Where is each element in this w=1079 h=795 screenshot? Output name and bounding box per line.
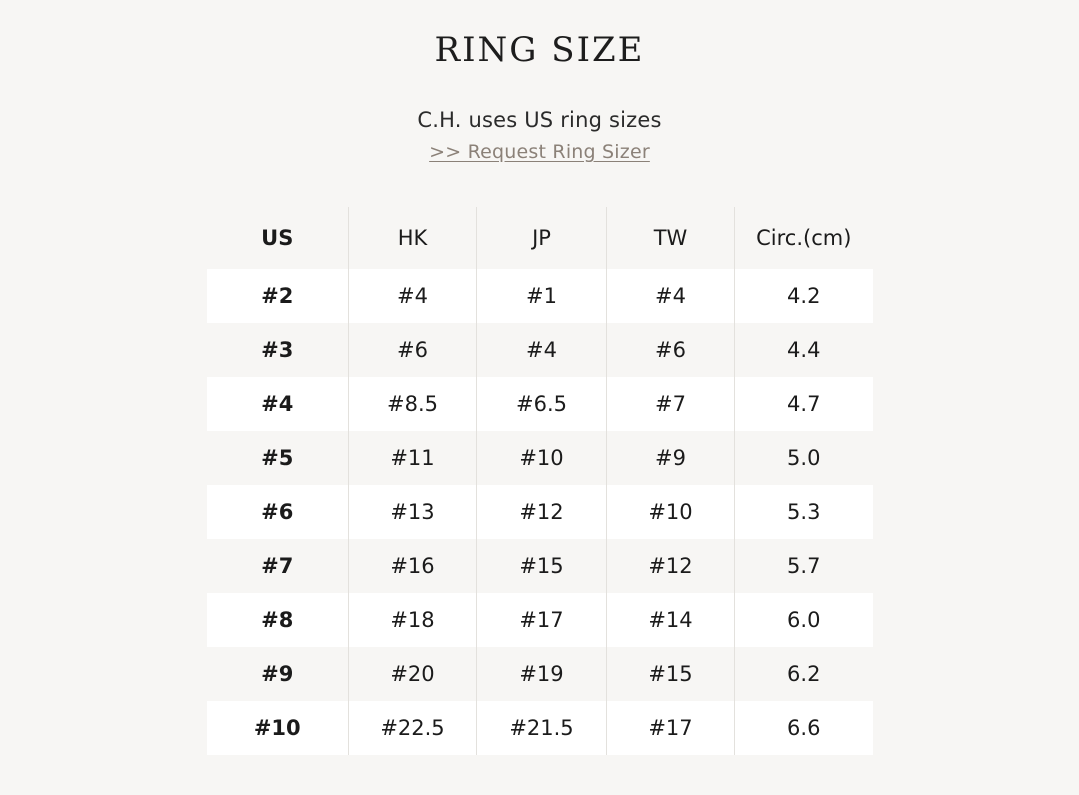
column-header-jp: JP bbox=[477, 207, 607, 269]
cell-circ: 5.0 bbox=[735, 431, 873, 485]
cell-tw: #10 bbox=[607, 485, 735, 539]
cell-jp: #6.5 bbox=[477, 377, 607, 431]
table-row bbox=[207, 539, 873, 593]
table-row bbox=[207, 431, 873, 485]
cell-us: #3 bbox=[261, 338, 294, 362]
cell-circ: 4.2 bbox=[735, 269, 873, 323]
column-header-us: US bbox=[261, 226, 294, 250]
cell-us: #4 bbox=[261, 392, 294, 416]
column-header-tw: TW bbox=[607, 207, 735, 269]
table-row bbox=[207, 485, 873, 539]
cell-circ: 6.6 bbox=[735, 701, 873, 755]
cell-jp: #21.5 bbox=[477, 701, 607, 755]
cell-hk: #20 bbox=[349, 647, 477, 701]
cell-hk: #4 bbox=[349, 269, 477, 323]
cell-us: #9 bbox=[261, 662, 294, 686]
request-link-container bbox=[0, 141, 1079, 163]
ring-size-table bbox=[207, 207, 873, 755]
cell-hk: #6 bbox=[349, 323, 477, 377]
cell-jp: #10 bbox=[477, 431, 607, 485]
table-head bbox=[207, 207, 873, 269]
table-row bbox=[207, 647, 873, 701]
table-header-row bbox=[207, 207, 873, 269]
cell-circ: 4.4 bbox=[735, 323, 873, 377]
request-ring-sizer-link[interactable]: >> Request Ring Sizer bbox=[429, 141, 650, 163]
cell-hk: #13 bbox=[349, 485, 477, 539]
cell-us: #7 bbox=[261, 554, 294, 578]
cell-tw: #12 bbox=[607, 539, 735, 593]
table-body bbox=[207, 269, 873, 755]
cell-jp: #12 bbox=[477, 485, 607, 539]
cell-circ: 4.7 bbox=[735, 377, 873, 431]
page-title: RING SIZE bbox=[434, 30, 645, 70]
cell-tw: #4 bbox=[607, 269, 735, 323]
cell-us: #5 bbox=[261, 446, 294, 470]
table-row bbox=[207, 269, 873, 323]
table-row bbox=[207, 323, 873, 377]
cell-us: #10 bbox=[253, 716, 301, 740]
cell-jp: #17 bbox=[477, 593, 607, 647]
cell-circ: 6.2 bbox=[735, 647, 873, 701]
column-header-circ: Circ.(cm) bbox=[735, 207, 873, 269]
cell-jp: #19 bbox=[477, 647, 607, 701]
cell-circ: 5.3 bbox=[735, 485, 873, 539]
cell-tw: #14 bbox=[607, 593, 735, 647]
cell-tw: #17 bbox=[607, 701, 735, 755]
cell-us: #6 bbox=[261, 500, 294, 524]
cell-hk: #18 bbox=[349, 593, 477, 647]
size-table-container bbox=[0, 207, 1079, 755]
cell-circ: 6.0 bbox=[735, 593, 873, 647]
cell-hk: #8.5 bbox=[349, 377, 477, 431]
cell-jp: #1 bbox=[477, 269, 607, 323]
table-row bbox=[207, 701, 873, 755]
cell-tw: #9 bbox=[607, 431, 735, 485]
cell-hk: #16 bbox=[349, 539, 477, 593]
cell-tw: #6 bbox=[607, 323, 735, 377]
cell-jp: #4 bbox=[477, 323, 607, 377]
cell-hk: #22.5 bbox=[349, 701, 477, 755]
table-row bbox=[207, 377, 873, 431]
cell-hk: #11 bbox=[349, 431, 477, 485]
cell-us: #2 bbox=[261, 284, 294, 308]
page-subtitle: C.H. uses US ring sizes bbox=[417, 108, 662, 132]
column-header-hk: HK bbox=[349, 207, 477, 269]
cell-us: #8 bbox=[261, 608, 294, 632]
cell-circ: 5.7 bbox=[735, 539, 873, 593]
table-row bbox=[207, 593, 873, 647]
cell-tw: #15 bbox=[607, 647, 735, 701]
cell-tw: #7 bbox=[607, 377, 735, 431]
cell-jp: #15 bbox=[477, 539, 607, 593]
